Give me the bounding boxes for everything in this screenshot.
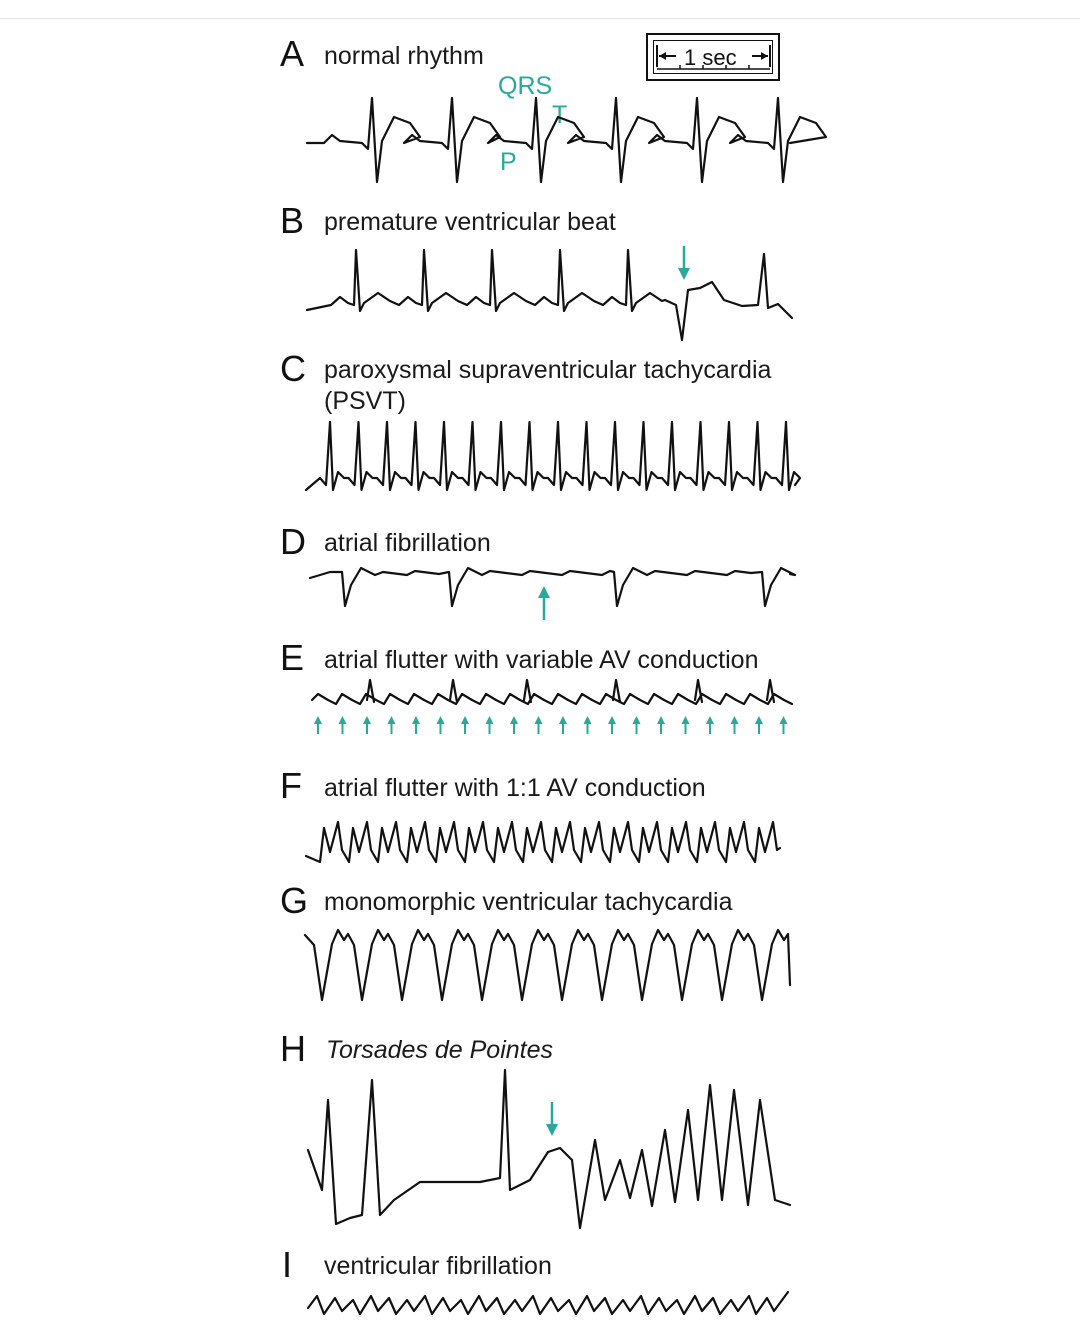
qrs-label: QRS	[498, 72, 553, 100]
flutter-wave-arrowhead-icon	[584, 716, 592, 724]
flutter-wave-arrowhead-icon	[755, 716, 763, 724]
flutter-wave-arrowhead-icon	[412, 716, 420, 724]
panel-letter-i: I	[282, 1244, 293, 1285]
panel-letter-a: A	[280, 33, 305, 74]
panel-title-a: normal rhythm	[324, 42, 484, 70]
flutter-wave-arrowhead-icon	[780, 716, 788, 724]
flutter-wave-arrowhead-icon	[388, 716, 396, 724]
panel-letter-c: C	[280, 348, 306, 389]
panel-title-c-line2: (PSVT)	[324, 387, 406, 415]
flutter-wave-arrowhead-icon	[608, 716, 616, 724]
trace-atrial-flutter-variable	[312, 694, 792, 704]
panel-letter-b: B	[280, 200, 305, 241]
p-wave-label: P	[500, 148, 517, 176]
panel-letter-f: F	[280, 765, 302, 806]
panel-letter-g: G	[280, 880, 309, 921]
trace-atrial-flutter-1-1	[306, 822, 780, 862]
flutter-wave-arrowhead-icon	[633, 716, 641, 724]
trace-ventricular-fibrillation	[308, 1292, 788, 1314]
panel-title-h: Torsades de Pointes	[326, 1036, 554, 1064]
flutter-wave-arrowhead-icon	[706, 716, 714, 724]
flutter-wave-arrowhead-icon	[657, 716, 665, 724]
trace-premature-ventricular-beat	[307, 250, 792, 340]
arrow-pvc-head-icon	[678, 268, 690, 280]
panel-title-i: ventricular fibrillation	[324, 1252, 552, 1280]
trace-atrial-fibrillation	[310, 568, 795, 606]
trace-ventricular-tachycardia	[305, 930, 790, 1000]
panel-title-f: atrial flutter with 1:1 AV conduction	[324, 774, 706, 802]
flutter-wave-arrowhead-icon	[339, 716, 347, 724]
qrs-spike-1	[450, 680, 457, 702]
panel-letter-h: H	[280, 1028, 306, 1069]
t-wave-label: T	[552, 101, 568, 129]
panel-title-c: paroxysmal supraventricular tachycardia	[324, 356, 772, 384]
flutter-wave-arrowhead-icon	[535, 716, 543, 724]
flutter-wave-arrowhead-icon	[314, 716, 322, 724]
flutter-wave-arrowhead-icon	[682, 716, 690, 724]
qrs-spike-0	[367, 680, 374, 702]
qrs-spike-3	[613, 680, 620, 702]
panel-letter-d: D	[280, 521, 306, 562]
panel-title-d: atrial fibrillation	[324, 529, 491, 557]
trace-psvt	[306, 422, 800, 490]
flutter-wave-arrowhead-icon	[363, 716, 371, 724]
flutter-wave-arrowhead-icon	[437, 716, 445, 724]
arrow-af-head-icon	[538, 586, 550, 598]
panel-title-g: monomorphic ventricular tachycardia	[324, 888, 733, 916]
panel-title-e: atrial flutter with variable AV conduction	[324, 646, 759, 674]
flutter-wave-arrowhead-icon	[559, 716, 567, 724]
scale-bar-label: 1 sec	[684, 45, 737, 70]
flutter-wave-arrowhead-icon	[486, 716, 494, 724]
flutter-wave-arrowhead-icon	[510, 716, 518, 724]
flutter-wave-arrowhead-icon	[461, 716, 469, 724]
qrs-spike-2	[524, 680, 531, 702]
trace-normal-rhythm	[307, 98, 826, 182]
panel-title-b: premature ventricular beat	[324, 208, 616, 236]
trace-torsades	[308, 1070, 790, 1228]
flutter-wave-arrowhead-icon	[731, 716, 739, 724]
arrow-tdp-head-icon	[546, 1124, 558, 1136]
panel-letter-e: E	[280, 637, 305, 678]
